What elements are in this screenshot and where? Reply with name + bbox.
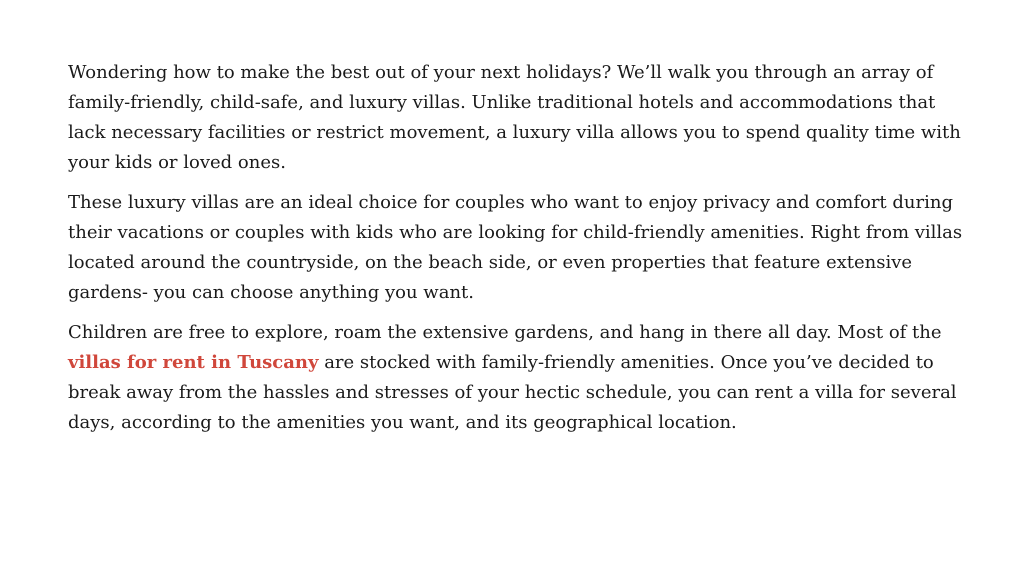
paragraph-children-text-end: are stocked with family-friendly amenities. Once you’ve decided to break away from the hassles and stresses of your hectic schedule, you can rent a villa for several days, according to the amenities you want, and its geographical location.: [68, 352, 957, 433]
paragraph-children-text-start: Children are free to explore, roam the extensive gardens, and hang in there all day. Most of the: [68, 322, 942, 343]
paragraph-couples: These luxury villas are an ideal choice for couples who want to enjoy privacy and comfort during their vacations or couples with kids who are looking for child-friendly amenities. Right from villas located around the countryside, on the beach side, or even properties that feature extensive gardens- you can choose anything you want.: [68, 192, 963, 303]
villas-tuscany-link[interactable]: villas for rent in Tuscany: [68, 352, 319, 373]
article-body: [68, 58, 968, 448]
paragraph-intro: Wondering how to make the best out of your next holidays? We’ll walk you through an array of family-friendly, child-safe, and luxury villas. Unlike traditional hotels and accommodations that lack necessary facilities or restrict movement, a luxury villa allows you to spend quality time with your kids or loved ones.: [68, 62, 961, 173]
paragraph-children: [68, 318, 968, 438]
